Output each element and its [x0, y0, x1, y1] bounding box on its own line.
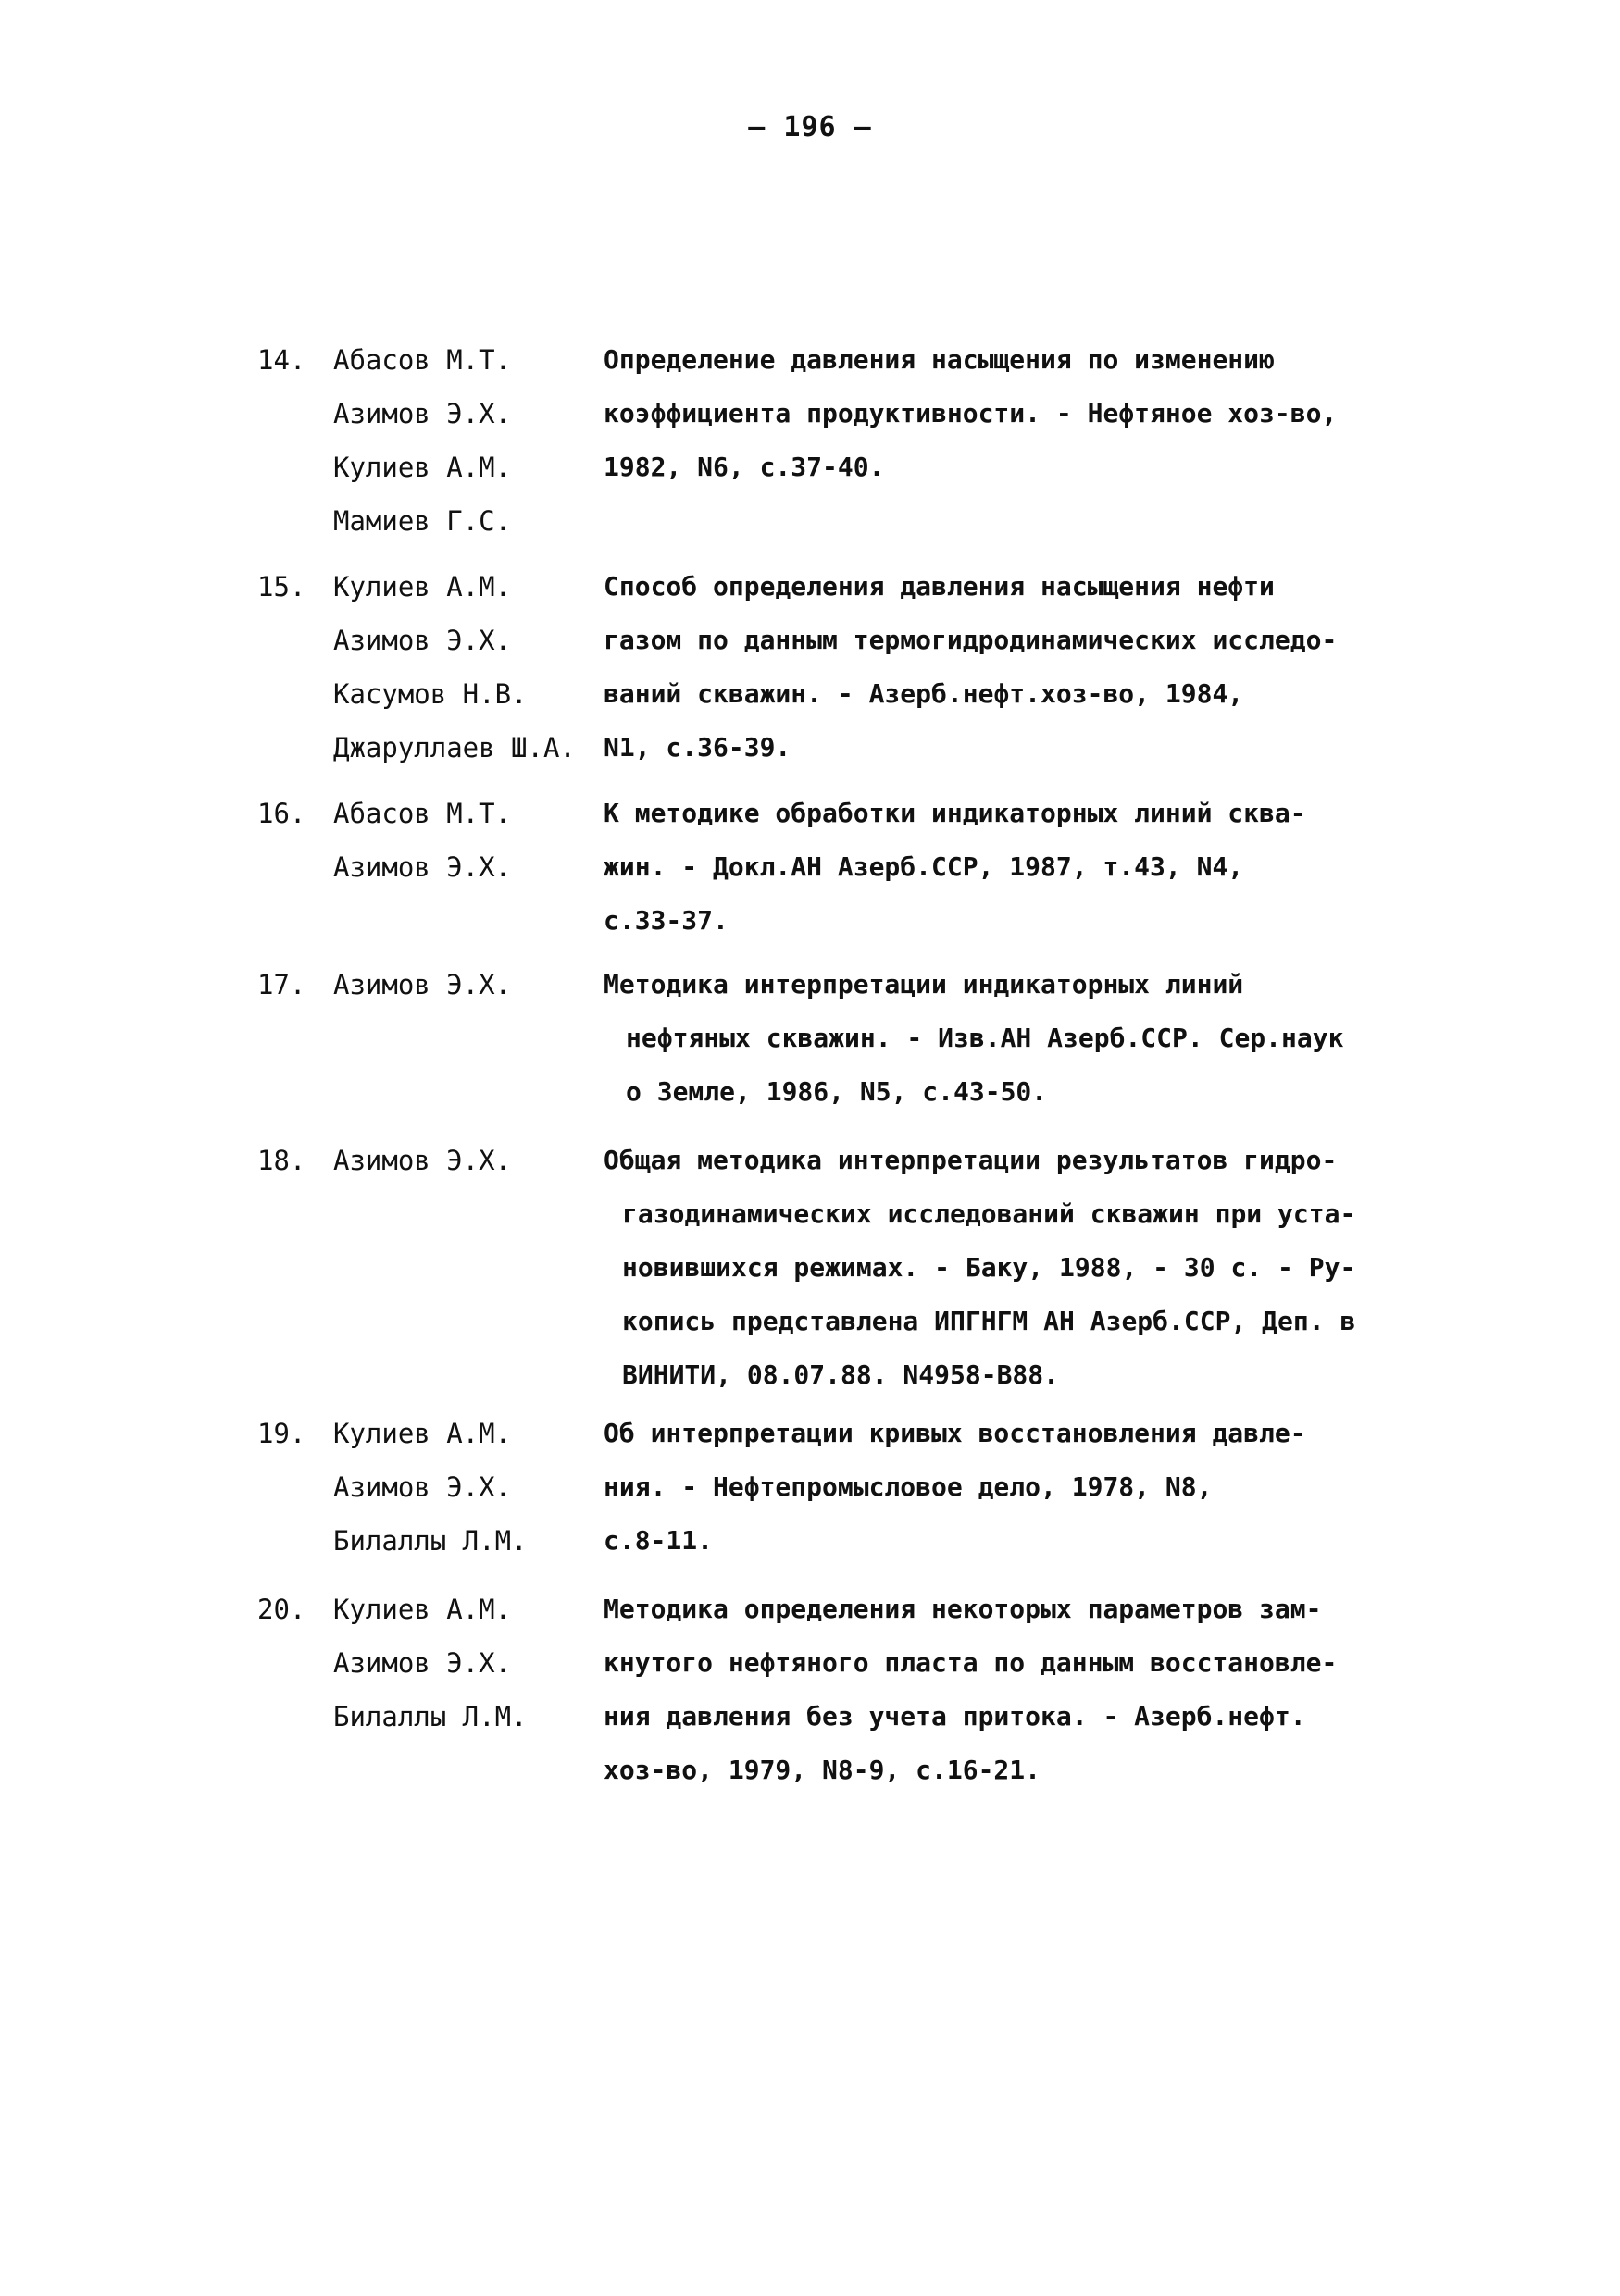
entry-number: 16. — [257, 798, 306, 829]
author: Кулиев А.М. — [333, 1418, 512, 1449]
reference-line: нефтяных скважин. - Изв.АН Азерб.ССР. Сер.наук — [626, 1023, 1344, 1053]
reference-line: копись представлена ИПГНГМ АН Азерб.ССР, Деп. в — [622, 1306, 1356, 1336]
authors-list — [333, 958, 611, 1011]
author: Кулиев А.М. — [333, 1594, 512, 1625]
entry-number: 18. — [257, 1145, 306, 1176]
authors-list — [333, 1407, 611, 1568]
reference-line: газом по данным термогидродинамических исследо- — [604, 625, 1338, 655]
reference-line: ния давления без учета притока. - Азерб.нефт. — [604, 1701, 1306, 1731]
reference-line: кнутого нефтяного пласта по данным восстановле- — [604, 1647, 1338, 1678]
reference-line: Определение давления насыщения по изменению — [604, 344, 1275, 375]
reference-line: с.8-11. — [604, 1525, 714, 1556]
entry-number: 14. — [257, 344, 306, 376]
author: Азимов Э.Х. — [333, 969, 512, 1000]
author: Билаллы Л.М. — [333, 1701, 528, 1732]
reference-line: с.33-37. — [604, 905, 729, 936]
reference-line: N1, с.36-39. — [604, 732, 791, 763]
author: Азимов Э.Х. — [333, 625, 512, 656]
reference-line: Способ определения давления насыщения нефти — [604, 571, 1275, 602]
reference-line: Методика определения некоторых параметров зам- — [604, 1594, 1322, 1624]
author: Азимов Э.Х. — [333, 851, 512, 883]
author: Джаруллаев Ш.А. — [333, 732, 576, 763]
entry-number: 15. — [257, 571, 306, 602]
reference-line: газодинамических исследований скважин при уста- — [622, 1198, 1356, 1229]
reference-text — [604, 560, 1418, 775]
authors-list — [333, 333, 611, 548]
author: Азимов Э.Х. — [333, 1145, 512, 1176]
reference-line: Об интерпретации кривых восстановления давле- — [604, 1418, 1306, 1448]
authors-list — [333, 1134, 611, 1187]
reference-line: ния. - Нефтепромысловое дело, 1978, N8, — [604, 1471, 1213, 1502]
entry-number: 19. — [257, 1418, 306, 1449]
reference-text — [604, 1134, 1418, 1402]
reference-line: К методике обработки индикаторных линий сква- — [604, 798, 1306, 828]
author: Азимов Э.Х. — [333, 1647, 512, 1679]
author: Кулиев А.М. — [333, 571, 512, 602]
authors-list — [333, 1582, 611, 1744]
reference-text — [604, 1407, 1418, 1568]
author: Абасов М.Т. — [333, 798, 512, 829]
entry-number: 17. — [257, 969, 306, 1000]
reference-text — [604, 333, 1418, 494]
reference-text — [604, 1582, 1418, 1797]
reference-line: жин. - Докл.АН Азерб.ССР, 1987, т.43, N4, — [604, 851, 1244, 882]
author: Азимов Э.Х. — [333, 1471, 512, 1503]
author: Азимов Э.Х. — [333, 398, 512, 429]
author: Билаллы Л.М. — [333, 1525, 528, 1557]
authors-list — [333, 787, 611, 894]
reference-text — [604, 958, 1418, 1119]
authors-list — [333, 560, 611, 775]
reference-line: Общая методика интерпретации результатов гидро- — [604, 1145, 1338, 1175]
reference-line: коэффициента продуктивности. - Нефтяное хоз-во, — [604, 398, 1338, 428]
reference-line: 1982, N6, с.37-40. — [604, 452, 885, 482]
reference-line: новившихся режимах. - Баку, 1988, - 30 с. - Ру- — [622, 1252, 1356, 1283]
author: Абасов М.Т. — [333, 344, 512, 376]
author: Мамиев Г.С. — [333, 505, 512, 537]
author: Кулиев А.М. — [333, 452, 512, 483]
reference-line: о Земле, 1986, N5, с.43-50. — [626, 1076, 1048, 1107]
reference-line: ваний скважин. - Азерб.нефт.хоз-во, 1984, — [604, 678, 1244, 709]
author: Касумов Н.В. — [333, 678, 528, 710]
reference-text — [604, 787, 1418, 948]
reference-line: хоз-во, 1979, N8-9, с.16-21. — [604, 1755, 1041, 1785]
entry-number: 20. — [257, 1594, 306, 1625]
reference-line: ВИНИТИ, 08.07.88. N4958-В88. — [622, 1359, 1060, 1390]
page-number: — 196 — — [748, 111, 872, 143]
reference-line: Методика интерпретации индикаторных линий — [604, 969, 1244, 999]
